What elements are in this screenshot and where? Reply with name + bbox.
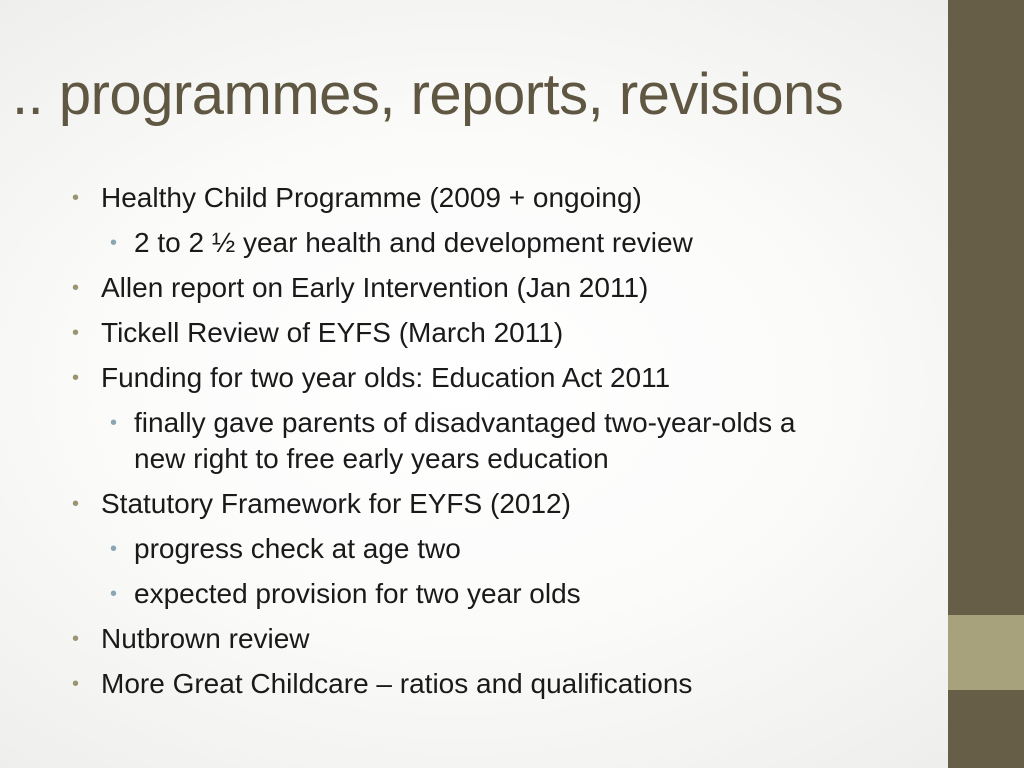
bullet-icon: • — [72, 187, 80, 209]
bullet-icon: • — [72, 277, 80, 299]
bullet-item — [72, 666, 872, 702]
bullet-icon: • — [72, 628, 80, 650]
bullet-text: expected provision for two year olds — [134, 578, 581, 609]
bullet-item — [72, 180, 872, 216]
bullet-icon: • — [110, 538, 118, 560]
bullet-icon: • — [110, 412, 118, 434]
bullet-item — [72, 486, 872, 522]
bullet-icon: • — [72, 673, 80, 695]
bullet-text: Funding for two year olds: Education Act 2011 — [101, 362, 671, 393]
slide-title: .. programmes, reports, revisions — [12, 62, 844, 127]
sub-bullet-item — [72, 225, 854, 261]
bullet-text: Statutory Framework for EYFS (2012) — [101, 488, 571, 519]
bullet-text: Nutbrown review — [101, 623, 310, 654]
decorative-side-accent — [948, 615, 1024, 690]
bullet-item — [72, 621, 872, 657]
sub-bullet-item — [72, 531, 854, 567]
bullet-text: Allen report on Early Intervention (Jan 2011) — [101, 272, 649, 303]
bullet-text: More Great Childcare – ratios and qualifications — [101, 668, 693, 699]
bullet-icon: • — [110, 583, 118, 605]
bullet-text: 2 to 2 ½ year health and development review — [134, 227, 693, 258]
sub-bullet-item — [72, 405, 854, 477]
bullet-item — [72, 315, 872, 351]
bullet-text: Healthy Child Programme (2009 + ongoing) — [101, 182, 642, 213]
sub-bullet-item — [72, 576, 854, 612]
bullet-list — [72, 180, 872, 711]
bullet-item — [72, 360, 872, 396]
bullet-text: Tickell Review of EYFS (March 2011) — [101, 317, 564, 348]
bullet-icon: • — [72, 367, 80, 389]
bullet-icon: • — [72, 322, 80, 344]
bullet-text: progress check at age two — [134, 533, 461, 564]
bullet-icon: • — [110, 232, 118, 254]
bullet-text: finally gave parents of disadvantaged two-year-olds a new right to free early years education — [134, 407, 796, 474]
bullet-icon: • — [72, 493, 80, 515]
bullet-item — [72, 270, 872, 306]
